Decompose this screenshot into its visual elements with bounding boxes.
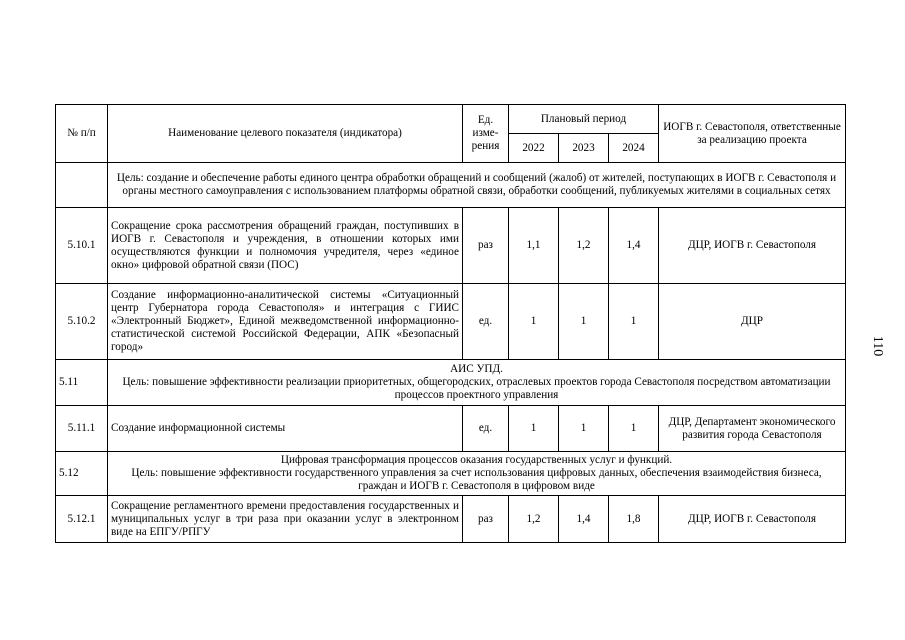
section-goal: Цель: повышение эффективности реализации приоритетных, общегородских, отраслевых проектов города Севастополя посредством автоматизации процессов проектного управления — [122, 376, 831, 401]
section-goal: Цель: повышение эффективности государственного управления за счет использования цифровых данных, обеспечения взаимодействия бизнеса, граждан и ИОГВ г. Севастополя в цифровом виде — [131, 467, 822, 492]
row-num: 5.10.2 — [56, 284, 108, 360]
page-number: 110 — [870, 335, 885, 357]
row-value-2024: 1 — [609, 406, 659, 452]
row-num: 5.11.1 — [56, 406, 108, 452]
section-title: АИС УПД. — [450, 363, 503, 375]
table-row — [56, 406, 846, 452]
row-name: Создание информационной системы — [108, 406, 463, 452]
goal-num — [56, 163, 108, 208]
row-name: Создание информационно-аналитической системы «Ситуационный центр Губернатора города Севастополя» и интеграция с ГИИС «Электронный Бюджет», Единой межведомственной информационно-статистической системой Российской Федерации, АПК «Безопасный город» — [108, 284, 463, 360]
row-value-2023: 1,2 — [559, 208, 609, 284]
row-unit: ед. — [463, 284, 509, 360]
row-unit: ед. — [463, 406, 509, 452]
section-content — [108, 452, 846, 496]
header-unit: Ед. изме-рения — [463, 105, 509, 163]
row-value-2022: 1 — [509, 406, 559, 452]
row-value-2022: 1 — [509, 284, 559, 360]
header-year-2022: 2022 — [509, 134, 559, 163]
header-responsible: ИОГВ г. Севастополя, ответственные за реализацию проекта — [659, 105, 846, 163]
goal-text: Цель: создание и обеспечение работы единого центра обработки обращений и сообщений (жалоб) от жителей, поступающих в ИОГВ г. Севастополя и органы местного самоуправления с использованием платформы обратной связи, обработки сообщений, публикуемых жителями в социальных сетях — [108, 163, 846, 208]
row-value-2024: 1,4 — [609, 208, 659, 284]
row-responsible: ДЦР — [659, 284, 846, 360]
table-row — [56, 284, 846, 360]
row-num: 5.12.1 — [56, 496, 108, 543]
row-value-2023: 1 — [559, 284, 609, 360]
row-unit: раз — [463, 496, 509, 543]
row-value-2024: 1,8 — [609, 496, 659, 543]
row-value-2022: 1,2 — [509, 496, 559, 543]
row-value-2023: 1 — [559, 406, 609, 452]
row-responsible: ДЦР, ИОГВ г. Севастополя — [659, 496, 846, 543]
table-row — [56, 208, 846, 284]
row-value-2024: 1 — [609, 284, 659, 360]
header-year-2024: 2024 — [609, 134, 659, 163]
section-content — [108, 360, 846, 406]
row-value-2022: 1,1 — [509, 208, 559, 284]
row-num: 5.10.1 — [56, 208, 108, 284]
goal-row — [56, 163, 846, 208]
row-value-2023: 1,4 — [559, 496, 609, 543]
header-name: Наименование целевого показателя (индикатора) — [108, 105, 463, 163]
row-name: Сокращение срока рассмотрения обращений граждан, поступивших в ИОГВ г. Севастополя и учреждения, в отношении которых ими осуществляются функции и полномочия учредителя, через «единое окно» цифровой обратной связи (ПОС) — [108, 208, 463, 284]
section-row — [56, 452, 846, 496]
row-responsible: ДЦР, Департамент экономического развития города Севастополя — [659, 406, 846, 452]
section-num: 5.11 — [56, 360, 108, 406]
header-num: № п/п — [56, 105, 108, 163]
row-name: Сокращение регламентного времени предоставления государственных и муниципальных услуг в три раза при оказании услуг в электронном виде на ЕПГУ/РПГУ — [108, 496, 463, 543]
table-row — [56, 496, 846, 543]
header-period: Плановый период — [509, 105, 659, 134]
header-year-2023: 2023 — [559, 134, 609, 163]
row-responsible: ДЦР, ИОГВ г. Севастополя — [659, 208, 846, 284]
section-row — [56, 360, 846, 406]
indicators-table — [55, 104, 846, 543]
row-unit: раз — [463, 208, 509, 284]
section-num: 5.12 — [56, 452, 108, 496]
section-title: Цифровая трансформация процессов оказания государственных услуг и функций. — [280, 454, 673, 466]
